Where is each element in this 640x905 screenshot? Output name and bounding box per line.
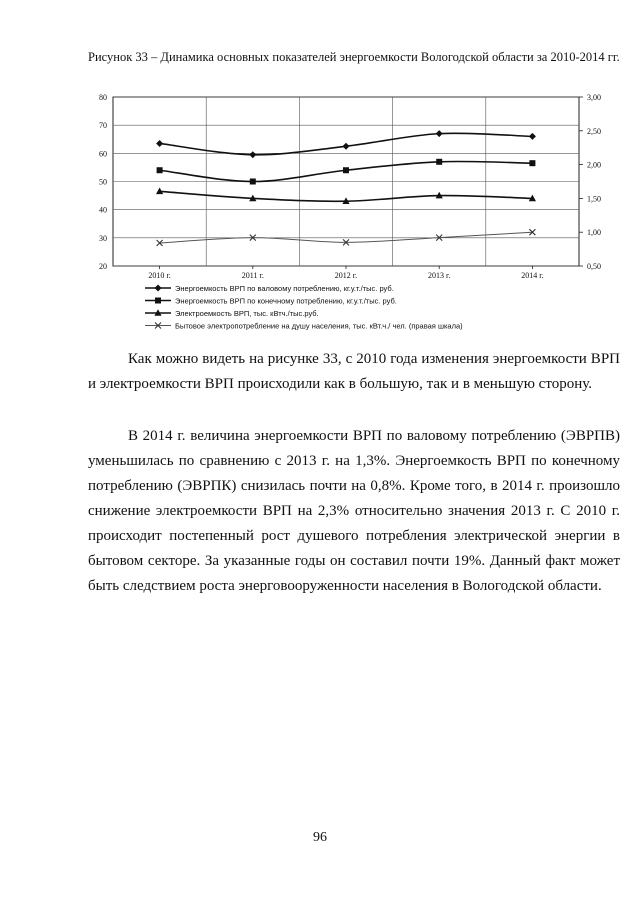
legend-marker-1	[155, 285, 162, 292]
series-2-point	[250, 179, 256, 185]
paragraph-2	[88, 424, 620, 599]
energy-intensity-chart	[83, 90, 619, 342]
y-left-tick-label: 60	[99, 149, 107, 159]
y-right-tick-label: 0,50	[587, 262, 601, 271]
series-1-point	[436, 130, 443, 137]
chart-svg	[83, 90, 619, 342]
series-2-point	[529, 160, 535, 166]
series-2-point	[157, 167, 163, 173]
series-2-point	[343, 167, 349, 173]
series-1-point	[343, 143, 350, 150]
y-left-tick-label: 30	[99, 233, 107, 243]
legend-label-3: Электроемкость ВРП, тыс. кВтч./тыс.руб.	[175, 309, 319, 318]
x-tick-label: 2012 г.	[334, 271, 358, 280]
y-right-tick-label: 1,00	[587, 228, 601, 238]
legend-label-2: Энергоемкость ВРП по конечному потреблению, кг.у.т./тыс. руб.	[175, 296, 397, 306]
series-1-point	[529, 133, 536, 140]
paragraph-1	[88, 347, 620, 397]
y-right-tick-label: 2,00	[587, 160, 601, 170]
series-1-point	[249, 151, 256, 158]
x-tick-label: 2010 г.	[148, 271, 171, 280]
y-right-tick-label: 1,50	[587, 194, 601, 204]
legend-label-4: Бытовое электропотребление на душу населения, тыс. кВт.ч./ чел. (правая шкала)	[175, 321, 463, 331]
y-left-tick-label: 80	[99, 93, 107, 102]
x-tick-label: 2014 г.	[521, 271, 544, 280]
series-2-point	[436, 159, 442, 165]
y-left-tick-label: 40	[99, 205, 107, 215]
legend-label-1: Энергоемкость ВРП по валовому потреблению, кг.у.т./тыс. руб.	[175, 284, 394, 293]
x-tick-label: 2013 г.	[428, 271, 451, 280]
y-left-tick-label: 50	[99, 177, 107, 187]
series-1-point	[156, 140, 163, 147]
figure-caption: Рисунок 33 – Динамика основных показателей энергоемкости Вологодской области за 2010-2014 гг.	[88, 50, 620, 64]
y-right-tick-label: 3,00	[587, 93, 601, 102]
legend-marker-2	[155, 298, 161, 304]
y-right-tick-label: 2,50	[587, 126, 601, 136]
y-left-tick-label: 70	[99, 121, 107, 131]
x-tick-label: 2011 г.	[241, 271, 264, 280]
paragraph-1-text: Как можно видеть на рисунке 33, с 2010 года изменения энергоемкости ВРП и электроемкости ВРП происходили как в большую, так и в меньшую сторону.	[88, 351, 620, 392]
page-number: 96	[313, 830, 327, 845]
y-left-tick-label: 20	[99, 262, 107, 271]
paragraph-2-text: В 2014 г. величина энергоемкости ВРП по валовому потреблению (ЭВРПВ) уменьшилась по сравнению с 2013 г. на 1,3%. Энергоемкость ВРП по конечному потреблению (ЭВРПК) снизилась почти на 0,8%. Кроме того, в 2014 г. произошло снижение электроемкости ВРП на 2,3% относительно значения 2013 г. С 2010 г. происходит постепенный рост душевого потребления электрической энергии в бытовом секторе. За указанные годы он составил почти 19%. Данный факт может быть следствием роста энерговооруженности населения в Вологодской области.	[88, 428, 620, 594]
